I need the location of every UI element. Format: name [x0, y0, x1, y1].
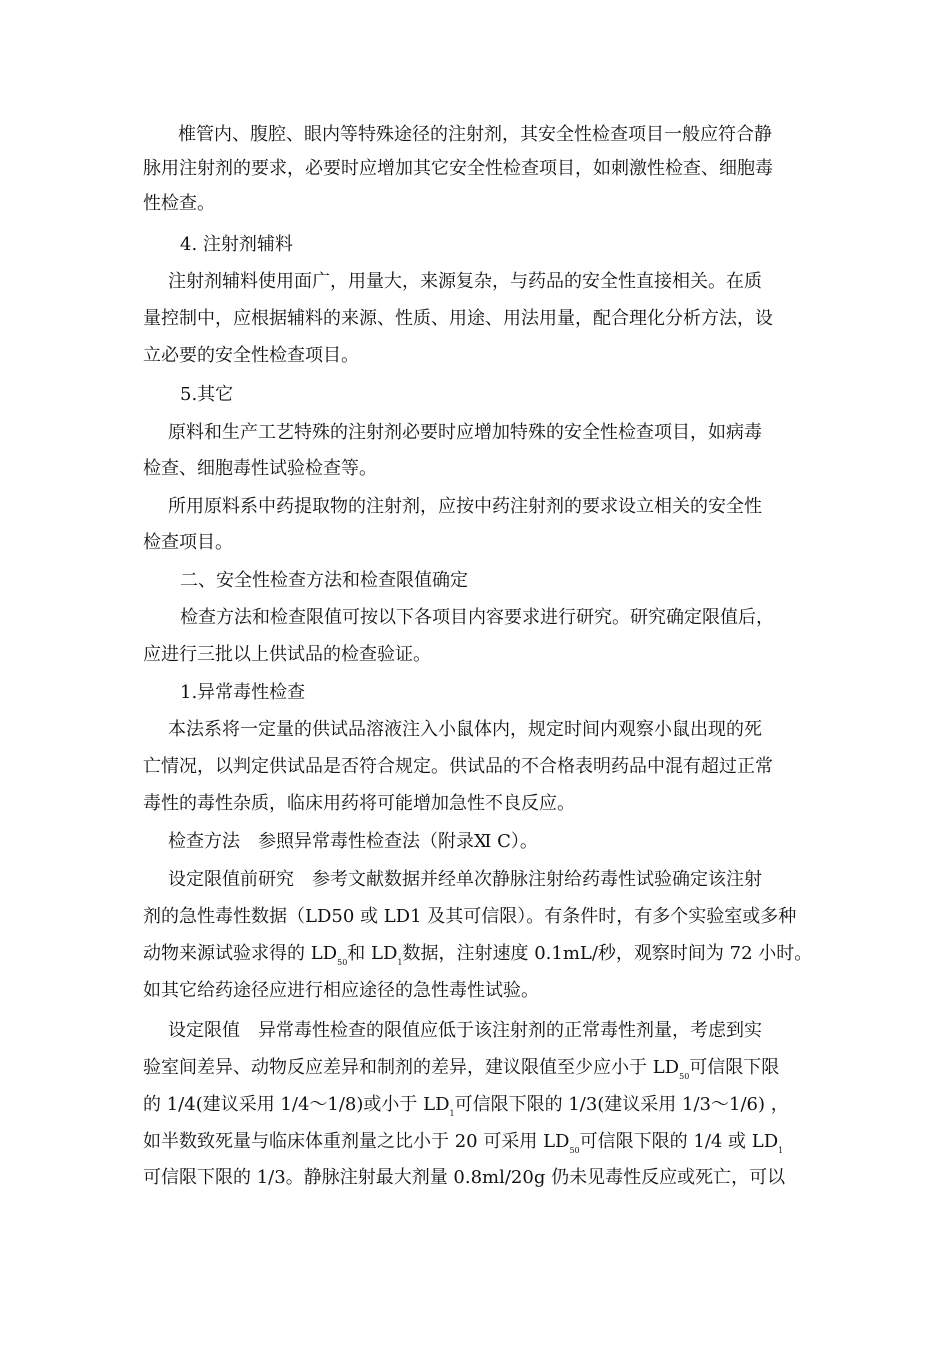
para1-line1: 椎管内、腹腔、眼内等特殊途径的注射剂，其安全性检查项目一般应符合静	[178, 124, 772, 145]
para9-line2	[143, 1056, 779, 1080]
para5-line2: 应进行三批以上供试品的检查验证。	[143, 644, 431, 665]
para9-line2-part-a: 验室间差异、动物反应差异和制剂的差异，建议限值至少应小于 LD	[143, 1057, 680, 1078]
para9-line3-part-b: 可信限下限的 1/3(建议采用 1/3～1/6) ，	[454, 1094, 789, 1115]
para6-line3: 毒性的毒性杂质，临床用药将可能增加急性不良反应。	[143, 793, 575, 814]
para9-line4-part-a: 如半数致死量与临床体重剂量之比小于 20 可采用 LD	[143, 1131, 570, 1152]
ld1-subscript: 1	[449, 1109, 455, 1118]
section-heading-2: 二、安全性检查方法和检查限值确定	[180, 570, 468, 591]
ld50-subscript: 50	[679, 1072, 690, 1081]
para7-line1: 检查方法 参照异常毒性检查法（附录Ⅺ C）。	[168, 831, 538, 852]
para3-line1: 原料和生产工艺特殊的注射剂必要时应增加特殊的安全性检查项目，如病毒	[168, 422, 762, 443]
para9-line5: 可信限下限的 1/3。静脉注射最大剂量 0.8ml/20g 仍未见毒性反应或死亡，可以	[143, 1167, 786, 1188]
para1-line3: 性检查。	[143, 193, 215, 214]
para8-line3	[143, 942, 812, 966]
para2-line3: 立必要的安全性检查项目。	[143, 345, 359, 366]
para8-line3-part-c: 数据，注射速度 0.1mL/秒，观察时间为 72 小时。	[402, 943, 813, 964]
ld50-subscript: 50	[337, 958, 348, 967]
section-heading-4: 4. 注射剂辅料	[180, 234, 293, 255]
para9-line3	[143, 1093, 789, 1117]
para8-line2: 剂的急性毒性数据（LD50 或 LD1 及其可信限）。有条件时，有多个实验室或多种	[143, 906, 797, 927]
ld1-subscript: 1	[778, 1146, 784, 1155]
para4-line2: 检查项目。	[143, 532, 233, 553]
para9-line3-part-a: 的 1/4(建议采用 1/4～1/8)或小于 LD	[143, 1094, 450, 1115]
para2-line1: 注射剂辅料使用面广，用量大，来源复杂，与药品的安全性直接相关。在质	[168, 271, 762, 292]
section-heading-1: 1.异常毒性检查	[180, 682, 306, 703]
para9-line1: 设定限值 异常毒性检查的限值应低于该注射剂的正常毒性剂量，考虑到实	[168, 1020, 762, 1041]
ld1-subscript: 1	[397, 958, 403, 967]
para8-line1: 设定限值前研究 参考文献数据并经单次静脉注射给药毒性试验确定该注射	[168, 869, 762, 890]
section-heading-5: 5.其它	[180, 384, 234, 405]
para2-line2: 量控制中，应根据辅料的来源、性质、用途、用法用量，配合理化分析方法，设	[143, 308, 773, 329]
para3-line2: 检查、细胞毒性试验检查等。	[143, 458, 377, 479]
para1-line2: 脉用注射剂的要求，必要时应增加其它安全性检查项目，如刺激性检查、细胞毒	[143, 158, 773, 179]
para5-line1: 检查方法和检查限值可按以下各项目内容要求进行研究。研究确定限值后，	[180, 607, 774, 628]
para4-line1: 所用原料系中药提取物的注射剂，应按中药注射剂的要求设立相关的安全性	[168, 496, 762, 517]
para8-line3-part-a: 动物来源试验求得的 LD	[143, 943, 338, 964]
para9-line4-part-b: 可信限下限的 1/4 或 LD	[579, 1131, 779, 1152]
para6-line2: 亡情况，以判定供试品是否符合规定。供试品的不合格表明药品中混有超过正常	[143, 756, 773, 777]
ld50-subscript: 50	[569, 1146, 580, 1155]
para9-line4	[143, 1130, 783, 1154]
para9-line2-part-b: 可信限下限	[689, 1057, 780, 1078]
para8-line4: 如其它给药途径应进行相应途径的急性毒性试验。	[143, 980, 539, 1001]
para6-line1: 本法系将一定量的供试品溶液注入小鼠体内，规定时间内观察小鼠出现的死	[168, 719, 762, 740]
para8-line3-part-b: 和 LD	[347, 943, 398, 964]
